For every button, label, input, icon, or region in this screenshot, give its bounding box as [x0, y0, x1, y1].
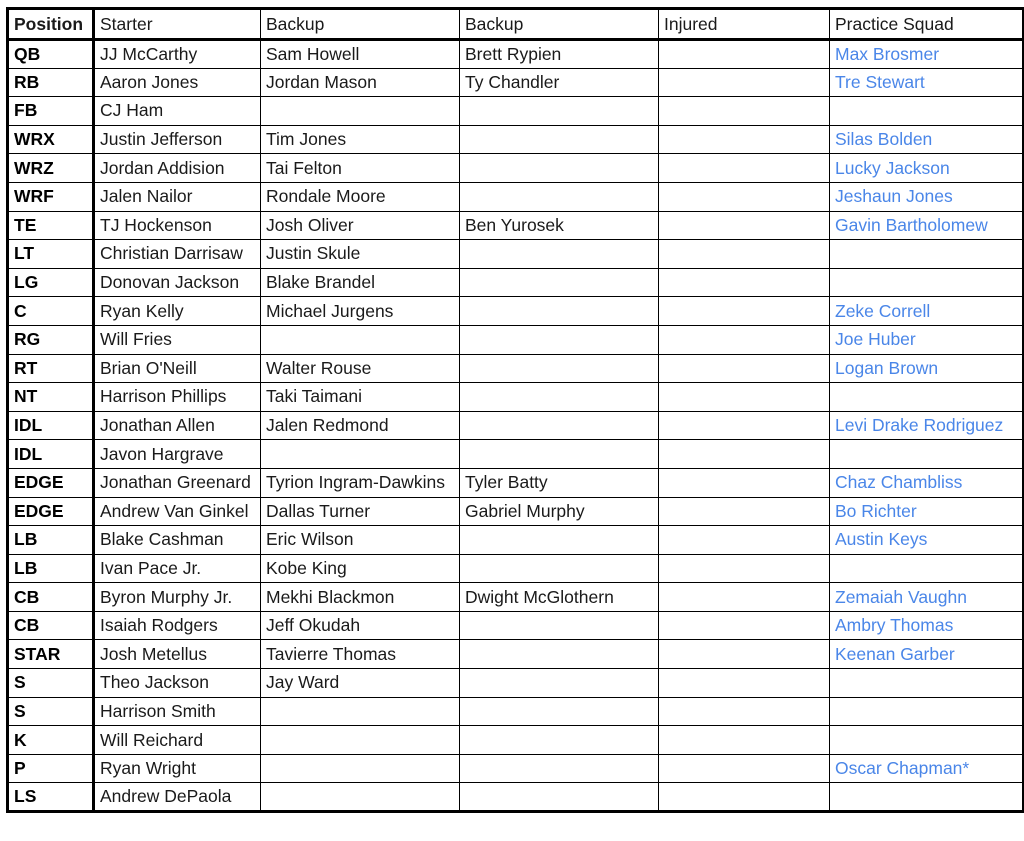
- injured-cell: [659, 754, 830, 783]
- backup-1-cell: Rondale Moore: [261, 182, 460, 211]
- backup-1-cell: Jalen Redmond: [261, 411, 460, 440]
- practice-squad-cell: [830, 383, 1024, 412]
- starter-cell: Josh Metellus: [94, 640, 261, 669]
- table-row: [8, 468, 1024, 497]
- backup-2-cell: [460, 526, 659, 555]
- position-cell: IDL: [8, 440, 94, 469]
- practice-squad-cell: Ambry Thomas: [830, 611, 1024, 640]
- injured-cell: [659, 726, 830, 755]
- starter-cell: Harrison Smith: [94, 697, 261, 726]
- backup-2-cell: [460, 754, 659, 783]
- table-header: [8, 9, 1024, 40]
- starter-cell: Jonathan Greenard: [94, 468, 261, 497]
- backup-2-cell: Dwight McGlothern: [460, 583, 659, 612]
- position-cell: RT: [8, 354, 94, 383]
- backup-2-cell: [460, 154, 659, 183]
- table-row: [8, 383, 1024, 412]
- injured-cell: [659, 154, 830, 183]
- backup-2-cell: [460, 125, 659, 154]
- backup-2-cell: [460, 669, 659, 698]
- header-position: Position: [8, 9, 94, 40]
- table-row: [8, 611, 1024, 640]
- backup-1-cell: Michael Jurgens: [261, 297, 460, 326]
- header-row: [8, 9, 1024, 40]
- starter-cell: Andrew Van Ginkel: [94, 497, 261, 526]
- position-cell: LB: [8, 554, 94, 583]
- position-cell: RB: [8, 68, 94, 97]
- practice-squad-cell: Logan Brown: [830, 354, 1024, 383]
- header-injured: Injured: [659, 9, 830, 40]
- practice-squad-cell: Oscar Chapman*: [830, 754, 1024, 783]
- injured-cell: [659, 268, 830, 297]
- position-cell: WRZ: [8, 154, 94, 183]
- table-row: [8, 154, 1024, 183]
- header-backup-1: Backup: [261, 9, 460, 40]
- position-cell: C: [8, 297, 94, 326]
- backup-2-cell: [460, 611, 659, 640]
- backup-1-cell: [261, 97, 460, 126]
- starter-cell: Jalen Nailor: [94, 182, 261, 211]
- practice-squad-cell: [830, 97, 1024, 126]
- position-cell: STAR: [8, 640, 94, 669]
- backup-1-cell: Kobe King: [261, 554, 460, 583]
- table-row: [8, 97, 1024, 126]
- backup-1-cell: Dallas Turner: [261, 497, 460, 526]
- backup-1-cell: Jay Ward: [261, 669, 460, 698]
- injured-cell: [659, 383, 830, 412]
- starter-cell: Aaron Jones: [94, 68, 261, 97]
- injured-cell: [659, 497, 830, 526]
- injured-cell: [659, 640, 830, 669]
- injured-cell: [659, 182, 830, 211]
- backup-2-cell: Ty Chandler: [460, 68, 659, 97]
- starter-cell: Jonathan Allen: [94, 411, 261, 440]
- practice-squad-cell: Joe Huber: [830, 325, 1024, 354]
- backup-1-cell: Mekhi Blackmon: [261, 583, 460, 612]
- starter-cell: Will Reichard: [94, 726, 261, 755]
- position-cell: RG: [8, 325, 94, 354]
- injured-cell: [659, 211, 830, 240]
- table-row: [8, 411, 1024, 440]
- table-body: [8, 40, 1024, 812]
- injured-cell: [659, 526, 830, 555]
- position-cell: LG: [8, 268, 94, 297]
- table-row: [8, 640, 1024, 669]
- injured-cell: [659, 611, 830, 640]
- practice-squad-cell: Chaz Chambliss: [830, 468, 1024, 497]
- practice-squad-cell: Zemaiah Vaughn: [830, 583, 1024, 612]
- backup-1-cell: Tim Jones: [261, 125, 460, 154]
- backup-1-cell: Blake Brandel: [261, 268, 460, 297]
- backup-1-cell: [261, 697, 460, 726]
- backup-2-cell: [460, 383, 659, 412]
- injured-cell: [659, 783, 830, 812]
- table-row: [8, 354, 1024, 383]
- backup-2-cell: Tyler Batty: [460, 468, 659, 497]
- starter-cell: Javon Hargrave: [94, 440, 261, 469]
- backup-1-cell: Tavierre Thomas: [261, 640, 460, 669]
- injured-cell: [659, 354, 830, 383]
- backup-1-cell: [261, 726, 460, 755]
- position-cell: NT: [8, 383, 94, 412]
- injured-cell: [659, 297, 830, 326]
- table-row: [8, 726, 1024, 755]
- injured-cell: [659, 669, 830, 698]
- starter-cell: CJ Ham: [94, 97, 261, 126]
- injured-cell: [659, 125, 830, 154]
- table-row: [8, 211, 1024, 240]
- practice-squad-cell: Keenan Garber: [830, 640, 1024, 669]
- position-cell: K: [8, 726, 94, 755]
- position-cell: S: [8, 697, 94, 726]
- table-row: [8, 68, 1024, 97]
- position-cell: TE: [8, 211, 94, 240]
- table-row: [8, 182, 1024, 211]
- header-practice-squad: Practice Squad: [830, 9, 1024, 40]
- table-row: [8, 40, 1024, 69]
- backup-2-cell: Brett Rypien: [460, 40, 659, 69]
- backup-1-cell: Sam Howell: [261, 40, 460, 69]
- starter-cell: Byron Murphy Jr.: [94, 583, 261, 612]
- position-cell: LB: [8, 526, 94, 555]
- starter-cell: Brian O'Neill: [94, 354, 261, 383]
- position-cell: CB: [8, 583, 94, 612]
- position-cell: WRX: [8, 125, 94, 154]
- backup-2-cell: [460, 268, 659, 297]
- depth-chart-table: [6, 7, 1024, 813]
- backup-2-cell: [460, 240, 659, 269]
- position-cell: EDGE: [8, 497, 94, 526]
- header-starter: Starter: [94, 9, 261, 40]
- injured-cell: [659, 440, 830, 469]
- starter-cell: Isaiah Rodgers: [94, 611, 261, 640]
- practice-squad-cell: [830, 697, 1024, 726]
- table-row: [8, 268, 1024, 297]
- backup-1-cell: Josh Oliver: [261, 211, 460, 240]
- table-row: [8, 440, 1024, 469]
- position-cell: CB: [8, 611, 94, 640]
- table-row: [8, 554, 1024, 583]
- position-cell: LS: [8, 783, 94, 812]
- starter-cell: Andrew DePaola: [94, 783, 261, 812]
- table-row: [8, 497, 1024, 526]
- injured-cell: [659, 468, 830, 497]
- backup-1-cell: Jordan Mason: [261, 68, 460, 97]
- practice-squad-cell: Gavin Bartholomew: [830, 211, 1024, 240]
- backup-1-cell: [261, 325, 460, 354]
- backup-2-cell: [460, 440, 659, 469]
- backup-2-cell: [460, 325, 659, 354]
- backup-2-cell: [460, 640, 659, 669]
- injured-cell: [659, 240, 830, 269]
- starter-cell: Donovan Jackson: [94, 268, 261, 297]
- backup-1-cell: Jeff Okudah: [261, 611, 460, 640]
- starter-cell: Ryan Wright: [94, 754, 261, 783]
- injured-cell: [659, 554, 830, 583]
- backup-1-cell: Taki Taimani: [261, 383, 460, 412]
- table-row: [8, 783, 1024, 812]
- starter-cell: JJ McCarthy: [94, 40, 261, 69]
- backup-1-cell: [261, 754, 460, 783]
- practice-squad-cell: Max Brosmer: [830, 40, 1024, 69]
- backup-1-cell: Walter Rouse: [261, 354, 460, 383]
- starter-cell: Blake Cashman: [94, 526, 261, 555]
- table-row: [8, 240, 1024, 269]
- table-row: [8, 669, 1024, 698]
- practice-squad-cell: [830, 440, 1024, 469]
- starter-cell: Harrison Phillips: [94, 383, 261, 412]
- position-cell: QB: [8, 40, 94, 69]
- backup-2-cell: [460, 97, 659, 126]
- position-cell: WRF: [8, 182, 94, 211]
- practice-squad-cell: [830, 726, 1024, 755]
- practice-squad-cell: [830, 240, 1024, 269]
- position-cell: IDL: [8, 411, 94, 440]
- backup-1-cell: [261, 783, 460, 812]
- backup-1-cell: [261, 440, 460, 469]
- backup-1-cell: Justin Skule: [261, 240, 460, 269]
- practice-squad-cell: Silas Bolden: [830, 125, 1024, 154]
- backup-2-cell: [460, 697, 659, 726]
- header-backup-2: Backup: [460, 9, 659, 40]
- starter-cell: Christian Darrisaw: [94, 240, 261, 269]
- table-row: [8, 325, 1024, 354]
- backup-2-cell: Ben Yurosek: [460, 211, 659, 240]
- practice-squad-cell: [830, 669, 1024, 698]
- starter-cell: Justin Jefferson: [94, 125, 261, 154]
- practice-squad-cell: Jeshaun Jones: [830, 182, 1024, 211]
- starter-cell: Ivan Pace Jr.: [94, 554, 261, 583]
- backup-1-cell: Tai Felton: [261, 154, 460, 183]
- position-cell: FB: [8, 97, 94, 126]
- table-row: [8, 754, 1024, 783]
- position-cell: EDGE: [8, 468, 94, 497]
- starter-cell: Ryan Kelly: [94, 297, 261, 326]
- backup-2-cell: Gabriel Murphy: [460, 497, 659, 526]
- starter-cell: Will Fries: [94, 325, 261, 354]
- position-cell: S: [8, 669, 94, 698]
- backup-2-cell: [460, 297, 659, 326]
- backup-2-cell: [460, 182, 659, 211]
- practice-squad-cell: [830, 554, 1024, 583]
- table-row: [8, 125, 1024, 154]
- injured-cell: [659, 583, 830, 612]
- practice-squad-cell: Levi Drake Rodriguez: [830, 411, 1024, 440]
- position-cell: P: [8, 754, 94, 783]
- backup-2-cell: [460, 411, 659, 440]
- practice-squad-cell: Tre Stewart: [830, 68, 1024, 97]
- backup-2-cell: [460, 783, 659, 812]
- backup-2-cell: [460, 554, 659, 583]
- starter-cell: Theo Jackson: [94, 669, 261, 698]
- practice-squad-cell: Austin Keys: [830, 526, 1024, 555]
- practice-squad-cell: Bo Richter: [830, 497, 1024, 526]
- backup-2-cell: [460, 354, 659, 383]
- injured-cell: [659, 411, 830, 440]
- table-row: [8, 583, 1024, 612]
- practice-squad-cell: Lucky Jackson: [830, 154, 1024, 183]
- practice-squad-cell: [830, 268, 1024, 297]
- practice-squad-cell: Zeke Correll: [830, 297, 1024, 326]
- backup-1-cell: Tyrion Ingram-Dawkins: [261, 468, 460, 497]
- injured-cell: [659, 325, 830, 354]
- injured-cell: [659, 40, 830, 69]
- starter-cell: TJ Hockenson: [94, 211, 261, 240]
- table-row: [8, 697, 1024, 726]
- injured-cell: [659, 97, 830, 126]
- backup-1-cell: Eric Wilson: [261, 526, 460, 555]
- table-row: [8, 297, 1024, 326]
- practice-squad-cell: [830, 783, 1024, 812]
- table-row: [8, 526, 1024, 555]
- position-cell: LT: [8, 240, 94, 269]
- backup-2-cell: [460, 726, 659, 755]
- injured-cell: [659, 68, 830, 97]
- starter-cell: Jordan Addision: [94, 154, 261, 183]
- injured-cell: [659, 697, 830, 726]
